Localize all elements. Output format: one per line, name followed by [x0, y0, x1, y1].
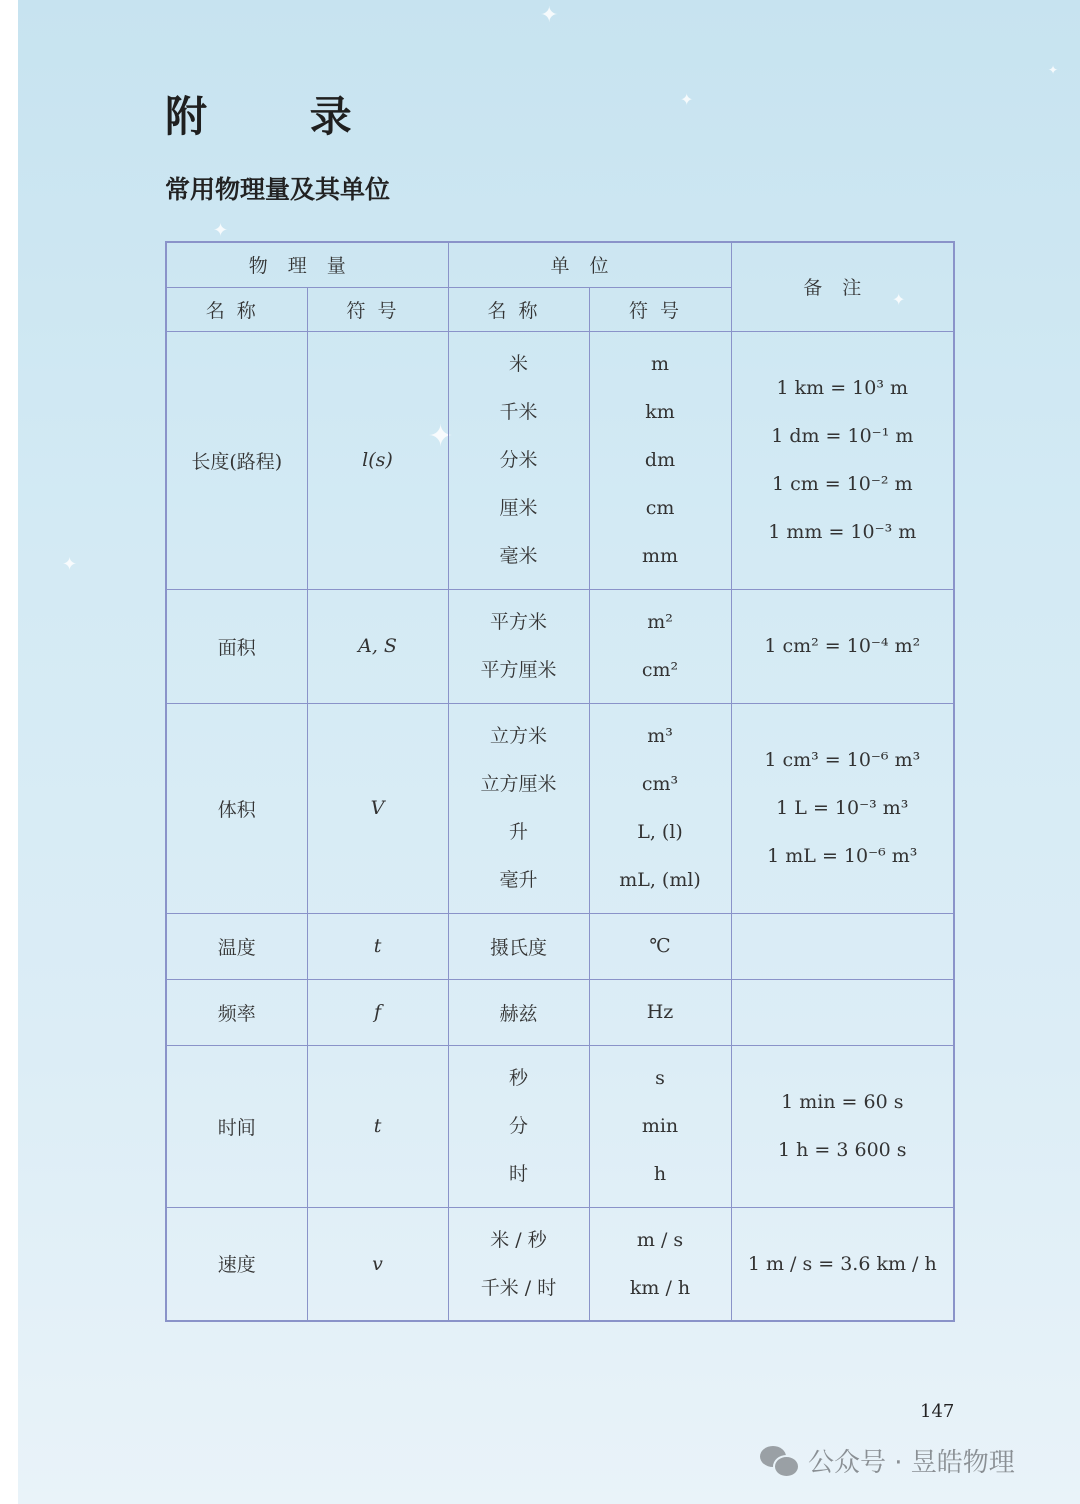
header-quantity-symbol: 符号 — [307, 287, 448, 331]
unit-symbols — [589, 331, 731, 589]
header-quantity-group: 物理量 — [166, 242, 448, 287]
unit-names — [448, 703, 589, 913]
unit-name: 升 — [509, 821, 529, 843]
unit-symbol: ℃ — [589, 913, 731, 979]
table-header-row — [166, 242, 954, 287]
page-number: 147 — [920, 1401, 955, 1422]
header-unit-name: 名称 — [448, 287, 589, 331]
unit-symbol: m² — [647, 611, 673, 633]
unit-name: 毫米 — [499, 545, 538, 567]
quantity-symbol: A, S — [307, 589, 448, 703]
unit-name: 摄氏度 — [448, 913, 589, 979]
remark-line: 1 mm = 10⁻³ m — [768, 521, 917, 543]
table-row — [166, 1045, 954, 1207]
unit-name: 立方厘米 — [480, 773, 557, 795]
unit-symbol: m³ — [647, 725, 673, 747]
header-quantity-name: 名称 — [166, 287, 307, 331]
quantity-name: 时间 — [166, 1045, 307, 1207]
remark-line: 1 L = 10⁻³ m³ — [776, 797, 909, 819]
remarks — [731, 589, 954, 703]
unit-symbol: km — [645, 401, 675, 423]
table-row — [166, 1207, 954, 1321]
remark-line: 1 cm² = 10⁻⁴ m² — [764, 635, 921, 657]
footer-label: 公众号 · 昱皓物理 — [808, 1447, 1015, 1478]
quantity-name: 温度 — [166, 913, 307, 979]
unit-symbol: L, (l) — [637, 821, 683, 843]
unit-symbol: m / s — [636, 1228, 684, 1251]
unit-symbol: cm³ — [641, 773, 679, 795]
units-table — [165, 241, 955, 1322]
unit-name: 米 — [509, 353, 529, 375]
unit-name: 分米 — [499, 449, 538, 471]
unit-symbol: mL, (ml) — [619, 869, 701, 891]
remarks — [731, 913, 954, 979]
unit-name: 时 — [509, 1163, 529, 1185]
remark-line: 1 dm = 10⁻¹ m — [771, 425, 914, 447]
unit-symbols — [589, 1045, 731, 1207]
table-row — [166, 979, 954, 1045]
unit-symbol: mm — [642, 545, 679, 567]
section-title: 常用物理量及其单位 — [165, 175, 391, 204]
sparkle-icon: ✦ — [428, 419, 454, 454]
unit-names — [448, 1045, 589, 1207]
remarks — [731, 1045, 954, 1207]
quantity-symbol: l(s) — [307, 331, 448, 589]
table-row — [166, 703, 954, 913]
unit-name: 米 / 秒 — [490, 1228, 547, 1251]
unit-names — [448, 1207, 589, 1321]
quantity-symbol: v — [307, 1207, 448, 1321]
remark-line: 1 cm = 10⁻² m — [771, 473, 913, 495]
header-remarks: 备注 — [731, 242, 954, 331]
unit-symbols — [589, 589, 731, 703]
unit-symbol: km / h — [629, 1276, 691, 1299]
unit-names — [448, 589, 589, 703]
table-row — [166, 913, 954, 979]
unit-symbol: cm² — [641, 659, 679, 681]
sparkle-icon: ✦ — [1048, 63, 1059, 77]
unit-symbol: m — [651, 353, 670, 375]
quantity-symbol: t — [307, 913, 448, 979]
page-heading: 附 录 — [165, 92, 396, 141]
remarks — [731, 1207, 954, 1321]
unit-symbol: dm — [644, 449, 676, 471]
sparkle-icon: ✦ — [892, 290, 906, 309]
quantity-symbol: t — [307, 1045, 448, 1207]
page-left-margin — [0, 0, 18, 1504]
quantity-name: 速度 — [166, 1207, 307, 1321]
unit-name: 厘米 — [499, 497, 538, 519]
table-row — [166, 589, 954, 703]
unit-name: 分 — [509, 1115, 529, 1137]
quantity-name: 体积 — [166, 703, 307, 913]
wechat-footer — [760, 1440, 1015, 1480]
remark-line: 1 mL = 10⁻⁶ m³ — [767, 845, 918, 867]
unit-symbol: min — [641, 1115, 679, 1137]
remarks — [731, 331, 954, 589]
unit-name: 平方米 — [490, 611, 548, 633]
sparkle-icon: ✦ — [213, 220, 229, 241]
unit-name: 秒 — [509, 1067, 529, 1089]
remarks — [731, 703, 954, 913]
header-unit-group: 单位 — [448, 242, 731, 287]
unit-names — [448, 331, 589, 589]
quantity-symbol: f — [307, 979, 448, 1045]
quantity-name: 面积 — [166, 589, 307, 703]
quantity-name: 长度(路程) — [166, 331, 307, 589]
unit-symbol: cm — [645, 497, 675, 519]
quantity-name: 频率 — [166, 979, 307, 1045]
remark-line: 1 km = 10³ m — [776, 377, 909, 399]
remark-line: 1 min = 60 s — [781, 1091, 904, 1113]
unit-name: 千米 — [499, 401, 538, 423]
unit-name: 赫兹 — [448, 979, 589, 1045]
sparkle-icon: ✦ — [540, 3, 559, 28]
remark-line: 1 cm³ = 10⁻⁶ m³ — [764, 749, 921, 771]
remarks — [731, 979, 954, 1045]
unit-symbols — [589, 703, 731, 913]
sparkle-icon: ✦ — [62, 554, 78, 575]
unit-symbols — [589, 1207, 731, 1321]
wechat-icon — [760, 1444, 798, 1476]
unit-symbol: s — [655, 1067, 665, 1089]
remark-line: 1 m / s = 3.6 km / h — [747, 1252, 937, 1275]
remark-line: 1 h = 3 600 s — [778, 1139, 907, 1161]
sparkle-icon: ✦ — [680, 90, 694, 109]
unit-name: 千米 / 时 — [480, 1276, 557, 1299]
unit-name: 毫升 — [499, 869, 538, 891]
table-row — [166, 331, 954, 589]
header-unit-symbol: 符号 — [589, 287, 731, 331]
unit-symbol: Hz — [589, 979, 731, 1045]
unit-symbol: h — [653, 1163, 667, 1185]
unit-name: 立方米 — [490, 725, 548, 747]
unit-name: 平方厘米 — [480, 659, 557, 681]
quantity-symbol: V — [307, 703, 448, 913]
